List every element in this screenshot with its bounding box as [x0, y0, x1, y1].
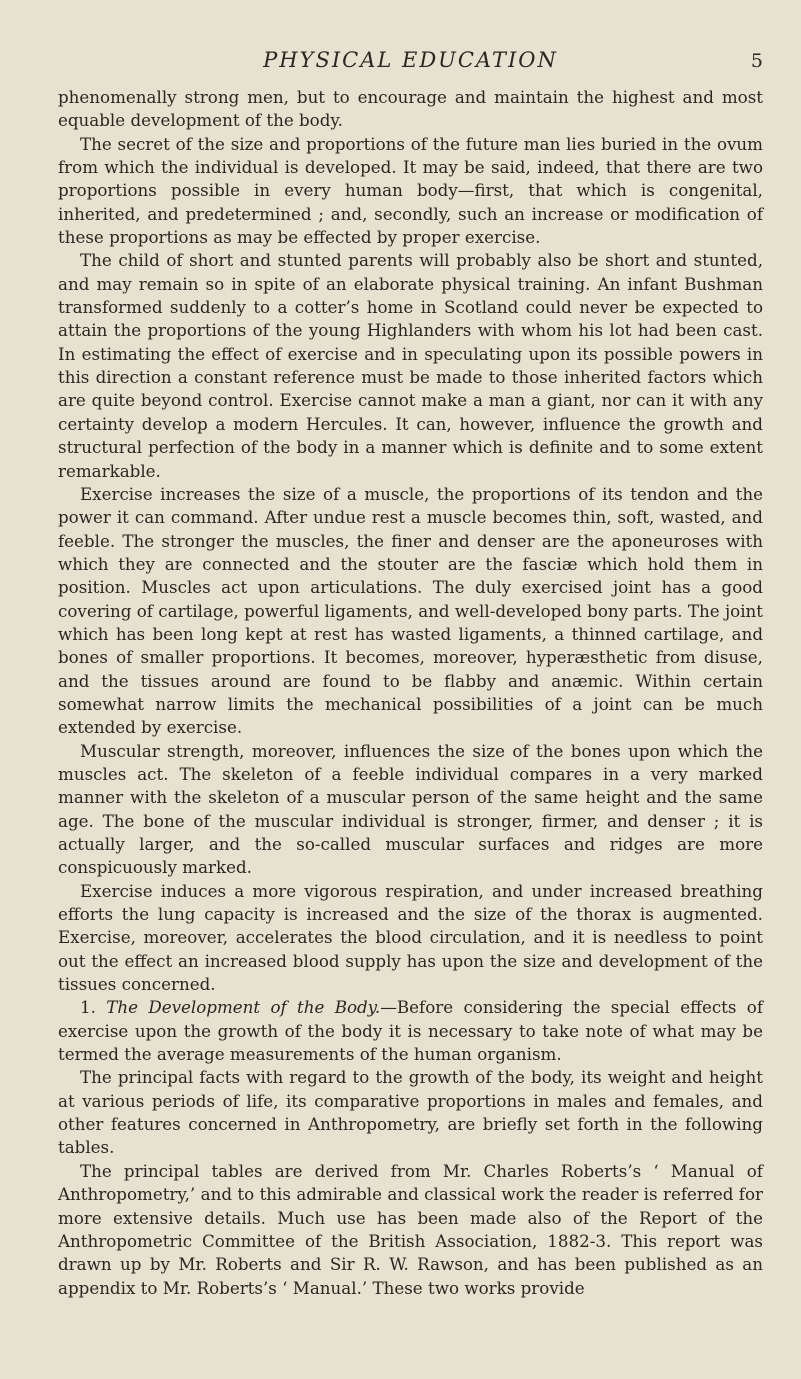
running-title: PHYSICAL EDUCATION	[263, 48, 558, 72]
section-text: —Before considering the special effects of exercise upon the growth of the body it is necessary to take note of what may be termed the average measurements of the human organism.	[58, 997, 763, 1065]
paragraph: phenomenally strong men, but to encourage and maintain the highest and most equable development of the body.	[58, 87, 763, 131]
paragraph: Exercise increases the size of a muscle, the proportions of its tendon and the power it can command. After undue rest a muscle becomes thin, soft, wasted, and feeble. The stronger the muscles, the finer and denser are the aponeuroses with which they are connected and the stouter are the fasciæ which hold them in position. Muscles act upon articulations. The duly exercised joint has a good covering of cartilage, powerful ligaments, and well-developed bony parts. The joint which has been long kept at rest has wasted ligaments, a thinned cartilage, and bones of smaller proportions. It becomes, moreover, hyperæsthetic from disuse, and the tissues around are found to be flabby and anæmic. Within certain somewhat narrow limits the mechanical possibilities of a joint can be much extended by exercise.	[58, 483, 763, 738]
body-text	[58, 86, 763, 1300]
page-number: 5	[750, 50, 763, 72]
paragraph: The child of short and stunted parents will probably also be short and stunted, and may remain so in spite of an elaborate physical training. An infant Bushman transformed suddenly to a cotter’s home in Scotland could never be expected to attain the proportions of the young Highlanders with whom his lot had been cast. In estimating the effect of exercise and in speculating upon its possible powers in this direction a constant reference must be made to those inherited factors which are quite beyond control. Exercise cannot make a man a giant, nor can it with any certainty develop a modern Hercules. It can, however, influence the growth and structural perfection of the body in a manner which is definite and to some extent remarkable.	[58, 250, 763, 481]
paragraph: The secret of the size and proportions of the future man lies buried in the ovum from which the individual is developed. It may be said, indeed, that there are two proportions possible in every human body—first, that which is congenital, inherited, and predetermined ; and, secondly, such an increase or modification of these proportions as may be effected by proper exercise.	[58, 133, 763, 248]
page-header	[58, 38, 763, 86]
paragraph: Muscular strength, moreover, influences the size of the bones upon which the muscles act. The skeleton of a feeble individual compares in a very marked manner with the skeleton of a muscular person of the same height and the same age. The bone of the muscular individual is stronger, firmer, and denser ; it is actually larger, and the so-called muscular surfaces and ridges are more conspicuously marked.	[58, 740, 763, 878]
section-title: The Development of the Body.	[106, 997, 381, 1018]
paragraph: The principal facts with regard to the growth of the body, its weight and height at various periods of life, its comparative proportions in males and females, and other features concerned in Anthropometry, are briefly set forth in the following tables.	[58, 1067, 763, 1158]
section-paragraph	[58, 996, 763, 1066]
paragraph: The principal tables are derived from Mr. Charles Roberts’s ‘ Manual of Anthropometry,’ and to this admirable and classical work the reader is referred for more extensive details. Much use has been made also of the Report of the Anthropometric Committee of the British Association, 1882-3. This report was drawn up by Mr. Roberts and Sir R. W. Rawson, and has been published as an appendix to Mr. Roberts’s ‘ Manual.’ These two works provide	[58, 1160, 763, 1298]
paragraph: Exercise induces a more vigorous respiration, and under increased breathing efforts the lung capacity is increased and the size of the thorax is augmented. Exercise, moreover, accelerates the blood circulation, and it is needless to point out the effect an increased blood supply has upon the size and development of the tissues concerned.	[58, 880, 763, 995]
section-number: 1.	[80, 997, 96, 1018]
